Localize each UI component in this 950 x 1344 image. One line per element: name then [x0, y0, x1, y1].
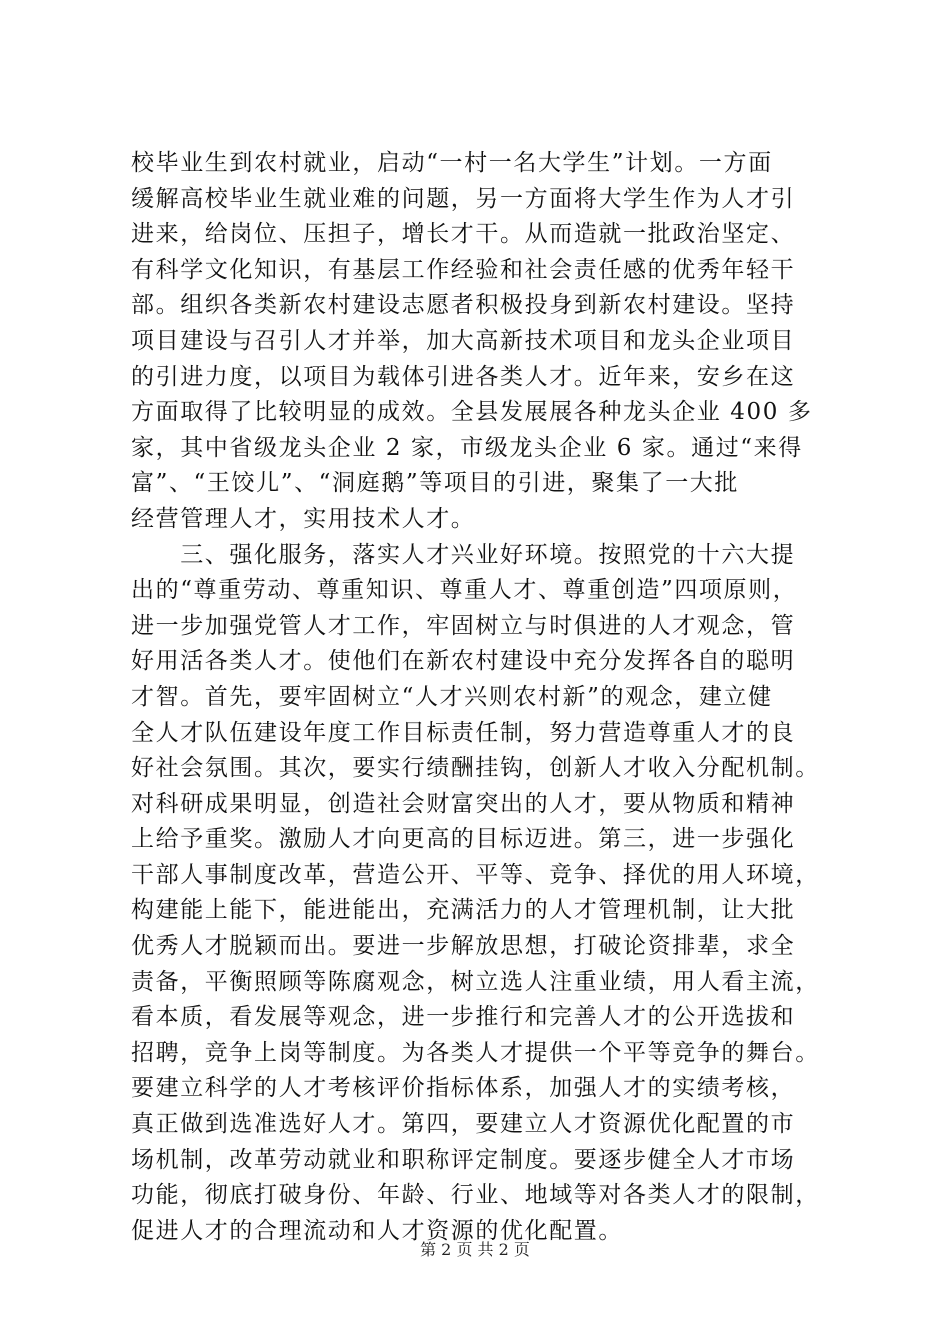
text-line: 的引进力度，以项目为载体引进各类人才。近年来，安乡在这	[131, 363, 796, 390]
text-line: 好社会氛围。其次，要实行绩酬挂钩，创新人才收入分配机制。	[131, 755, 820, 782]
section-heading-line: 三、强化服务，落实人才兴业好环境。按照党的十六大提	[131, 541, 796, 568]
text-line: 干部人事制度改革，营造公开、平等、竞争、择优的用人环境，	[131, 861, 820, 888]
page-number-label: 第 2 页 共 2 页	[420, 1240, 530, 1259]
page-footer	[0, 1240, 950, 1260]
text-line: 好用活各类人才。使他们在新农村建设中充分发挥各自的聪明	[131, 648, 796, 675]
text-line: 上给予重奖。激励人才向更高的目标迈进。第三，进一步强化	[131, 826, 796, 853]
text-line: 进来，给岗位、压担子，增长才干。从而造就一批政治坚定、	[131, 221, 796, 248]
text-line: 促进人才的合理流动和人才资源的优化配置。	[131, 1217, 623, 1244]
text-line: 才智。首先，要牢固树立“人才兴则农村新”的观念，建立健	[131, 683, 773, 710]
text-line: 方面取得了比较明显的成效。全县发展展各种龙头企业 400 多	[131, 399, 813, 426]
text-line: 出的“尊重劳动、尊重知识、尊重人才、尊重创造”四项原则，	[131, 577, 798, 604]
body-text	[131, 146, 831, 1249]
text-line: 全人才队伍建设年度工作目标责任制，努力营造尊重人才的良	[131, 719, 796, 746]
text-line: 构建能上能下，能进能出，充满活力的人才管理机制，让大批	[131, 897, 796, 924]
text-line: 责备，平衡照顾等陈腐观念，树立选人注重业绩，用人看主流，	[131, 968, 820, 995]
text-line: 部。组织各类新农村建设志愿者积极投身到新农村建设。坚持	[131, 292, 796, 319]
text-line: 要建立科学的人才考核评价指标体系，加强人才的实绩考核，	[131, 1075, 796, 1102]
text-line: 招聘，竞争上岗等制度。为各类人才提供一个平等竞争的舞台。	[131, 1039, 820, 1066]
text-line: 富”、“王饺儿”、“洞庭鹅”等项目的引进，聚集了一大批	[131, 470, 739, 497]
text-line: 项目建设与召引人才并举，加大高新技术项目和龙头企业项目	[131, 327, 796, 354]
text-line: 看本质，看发展等观念，进一步推行和完善人才的公开选拔和	[131, 1004, 796, 1031]
text-line: 场机制，改革劳动就业和职称评定制度。要逐步健全人才市场	[131, 1146, 796, 1173]
text-line: 对科研成果明显，创造社会财富突出的人才，要从物质和精神	[131, 790, 796, 817]
text-line: 家，其中省级龙头企业 2 家，市级龙头企业 6 家。通过“来得	[131, 434, 803, 461]
text-line: 校毕业生到农村就业，启动“一村一名大学生”计划。一方面	[131, 150, 773, 176]
text-line: 缓解高校毕业生就业难的问题，另一方面将大学生作为人才引	[131, 185, 796, 212]
text-line: 进一步加强党管人才工作，牢固树立与时俱进的人才观念，管	[131, 612, 796, 639]
text-line: 优秀人才脱颖而出。要进一步解放思想，打破论资排辈，求全	[131, 933, 796, 960]
text-line: 有科学文化知识，有基层工作经验和社会责任感的优秀年轻干	[131, 256, 796, 283]
text-line: 功能，彻底打破身份、年龄、行业、地域等对各类人才的限制，	[131, 1182, 820, 1209]
text-line: 真正做到选准选好人才。第四，要建立人才资源优化配置的市	[131, 1111, 796, 1138]
text-line: 经营管理人才，实用技术人才。	[131, 505, 476, 532]
